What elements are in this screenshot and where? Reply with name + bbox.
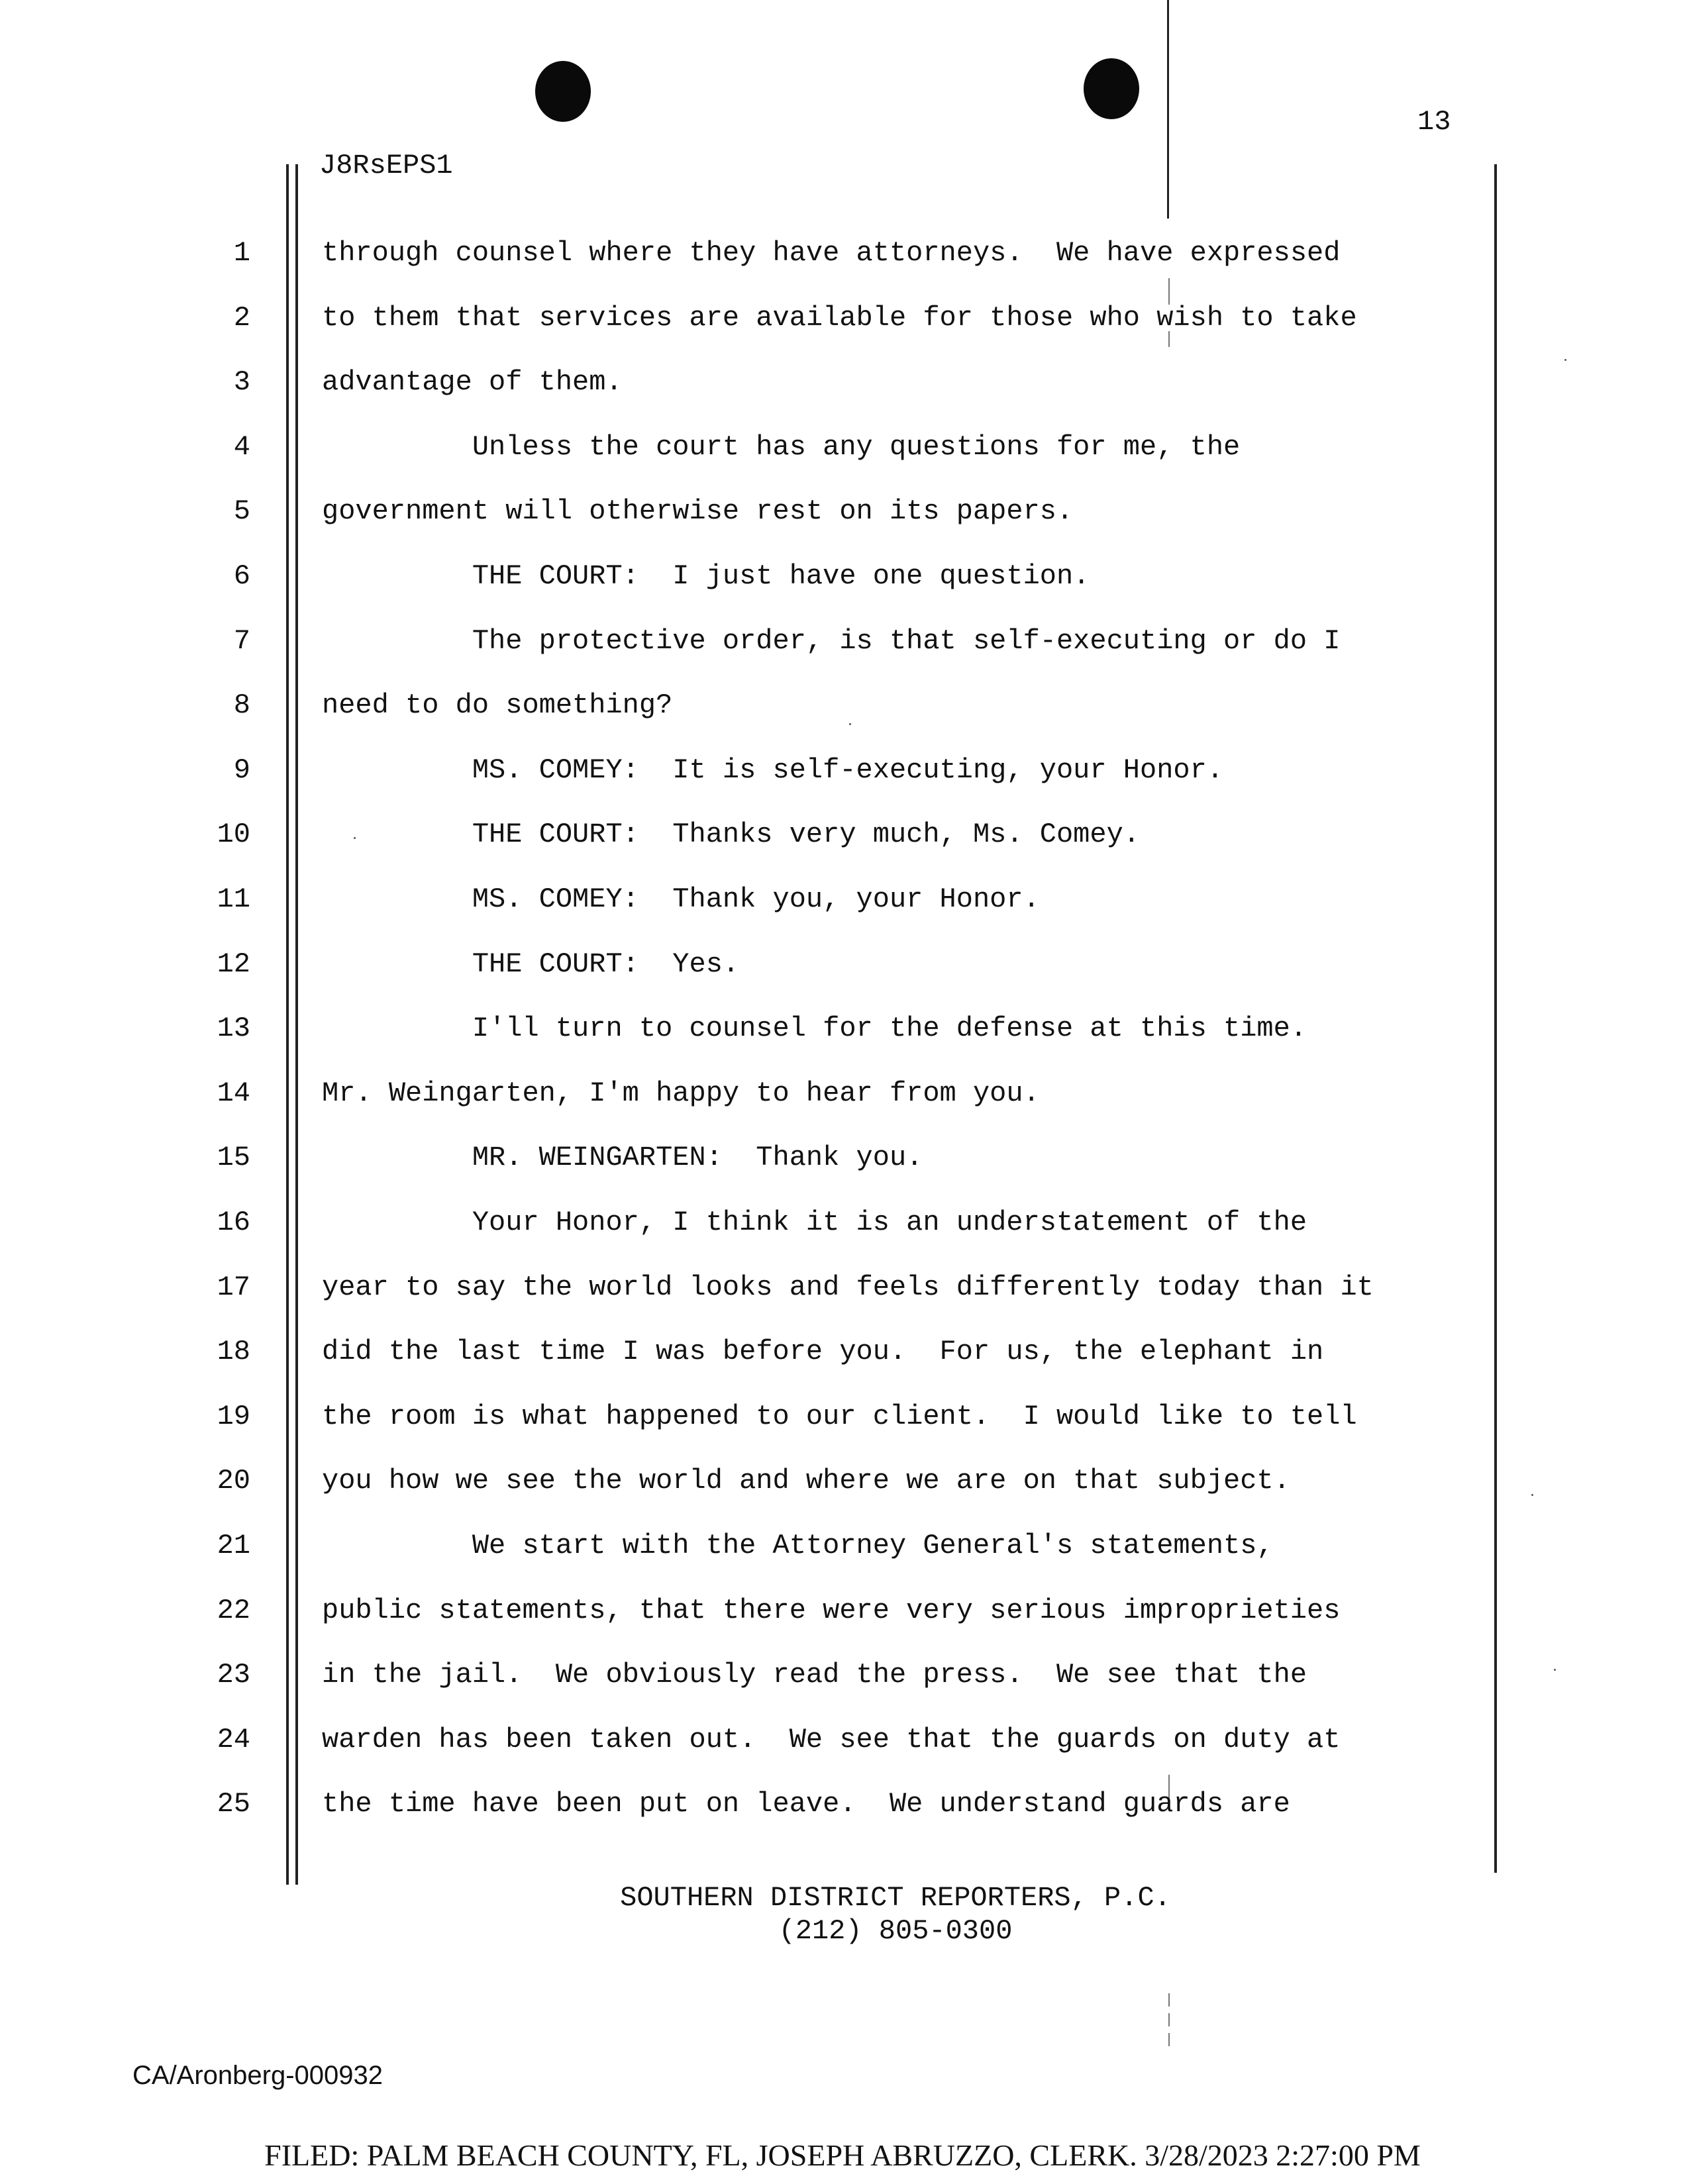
punch-hole-left xyxy=(535,61,591,122)
transcript-line: government will otherwise rest on its papers. xyxy=(322,495,1074,527)
line-number: 24 xyxy=(217,1724,250,1756)
line-number: 22 xyxy=(217,1595,250,1626)
scan-mark xyxy=(1168,1993,1170,2007)
left-margin-rule-outer xyxy=(286,164,289,1885)
left-margin-rule-inner xyxy=(295,164,298,1885)
line-number: 3 xyxy=(233,366,250,398)
transcript-line: in the jail. We obviously read the press. We see that the xyxy=(322,1659,1307,1691)
transcript-line: through counsel where they have attorneys. We have expressed xyxy=(322,237,1341,269)
transcript-line: need to do something? xyxy=(322,689,673,721)
line-number: 5 xyxy=(233,495,250,527)
transcript-line: did the last time I was before you. For us, the elephant in xyxy=(322,1336,1324,1367)
transcript-line: Your Honor, I think it is an understatement of the xyxy=(322,1207,1307,1238)
scan-mark xyxy=(1168,278,1170,305)
line-number: 16 xyxy=(217,1207,250,1238)
transcript-line: public statements, that there were very serious improprieties xyxy=(322,1595,1341,1626)
scan-speck xyxy=(1554,1669,1556,1671)
line-number: 1 xyxy=(233,237,250,269)
line-number: 21 xyxy=(217,1530,250,1562)
scan-speck xyxy=(1531,1494,1533,1496)
scan-speck xyxy=(1564,359,1566,361)
transcript-line: We start with the Attorney General's statements, xyxy=(322,1530,1274,1562)
transcript-line: you how we see the world and where we are on that subject. xyxy=(322,1465,1290,1497)
transcript-line: I'll turn to counsel for the defense at this time. xyxy=(322,1013,1307,1044)
reporter-phone: (212) 805-0300 xyxy=(778,1915,1013,1947)
line-number: 4 xyxy=(233,431,250,463)
line-number: 13 xyxy=(217,1013,250,1044)
scan-speck xyxy=(849,723,851,725)
line-number: 7 xyxy=(233,625,250,657)
bates-number: CA/Aronberg-000932 xyxy=(132,2061,383,2090)
line-number: 15 xyxy=(217,1142,250,1173)
line-number: 9 xyxy=(233,754,250,786)
line-number: 6 xyxy=(233,560,250,592)
transcript-line: THE COURT: Thanks very much, Ms. Comey. xyxy=(322,819,1141,850)
line-number: 25 xyxy=(217,1788,250,1820)
transcript-line: the room is what happened to our client. I would like to tell xyxy=(322,1401,1357,1432)
transcript-line: to them that services are available for those who wish to take xyxy=(322,302,1357,334)
line-number: 17 xyxy=(217,1271,250,1303)
transcript-line: warden has been taken out. We see that the guards on duty at xyxy=(322,1724,1341,1756)
punch-hole-right xyxy=(1084,58,1139,119)
transcript-line: MR. WEINGARTEN: Thank you. xyxy=(322,1142,923,1173)
reporter-name: SOUTHERN DISTRICT REPORTERS, P.C. xyxy=(620,1882,1171,1914)
filing-stamp: FILED: PALM BEACH COUNTY, FL, JOSEPH ABRUZZO, CLERK. 3/28/2023 2:27:00 PM xyxy=(264,2138,1421,2172)
transcript-line: The protective order, is that self-executing or do I xyxy=(322,625,1341,657)
line-number: 18 xyxy=(217,1336,250,1367)
transcript-line: the time have been put on leave. We understand guards are xyxy=(322,1788,1290,1820)
header-code: J8RsEPS1 xyxy=(319,150,453,181)
fold-line xyxy=(1167,0,1169,219)
line-number: 10 xyxy=(217,819,250,850)
transcript-line: THE COURT: I just have one question. xyxy=(322,560,1090,592)
scan-mark xyxy=(1168,2013,1170,2026)
line-number: 20 xyxy=(217,1465,250,1497)
scan-mark xyxy=(1168,2033,1170,2046)
line-number: 2 xyxy=(233,302,250,334)
transcript-line: THE COURT: Yes. xyxy=(322,948,740,980)
transcript-line: Unless the court has any questions for me, the xyxy=(322,431,1241,463)
line-number: 11 xyxy=(217,883,250,915)
transcript-line: year to say the world looks and feels differently today than it xyxy=(322,1271,1374,1303)
line-number: 14 xyxy=(217,1077,250,1109)
page-number: 13 xyxy=(1417,106,1451,138)
line-number: 23 xyxy=(217,1659,250,1691)
line-number: 8 xyxy=(233,689,250,721)
line-number: 12 xyxy=(217,948,250,980)
right-margin-rule xyxy=(1494,164,1497,1873)
transcript-line: advantage of them. xyxy=(322,366,623,398)
transcript-line: MS. COMEY: It is self-executing, your Honor. xyxy=(322,754,1224,786)
transcript-line: MS. COMEY: Thank you, your Honor. xyxy=(322,883,1040,915)
transcript-line: Mr. Weingarten, I'm happy to hear from you. xyxy=(322,1077,1040,1109)
line-number: 19 xyxy=(217,1401,250,1432)
